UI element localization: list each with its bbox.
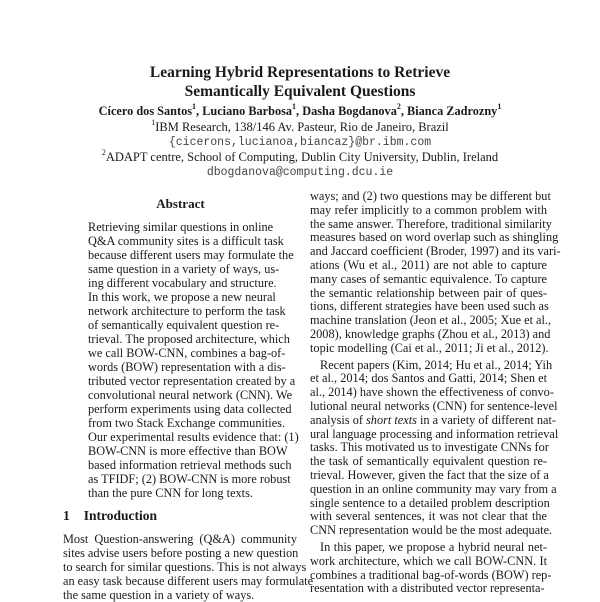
text-line: ing different vocabulary and structure. xyxy=(88,276,277,290)
text-line: tasks. This motivated us to investigate CNNs for xyxy=(310,440,549,455)
text-line: single sentence to a detailed problem description xyxy=(310,495,550,510)
text-line: Our experimental results evidence that: (1) xyxy=(88,430,299,444)
emphasis: short texts xyxy=(366,412,417,427)
text-line: the same answer. Therefore, traditional similarity xyxy=(310,216,552,231)
text-line: lutional neural networks (CNN) for sentence-level xyxy=(310,399,558,413)
text-line: of semantically equivalent question re- xyxy=(88,318,280,332)
text-line: the semantic relationship between pair of ques- xyxy=(310,285,547,300)
text-line: In this paper, we propose a hybrid neural net- xyxy=(320,540,547,554)
author-affiliation-mark: 1 xyxy=(292,102,297,111)
text-line: as TFIDF; (2) BOW-CNN is more robust xyxy=(88,472,291,486)
text-line: Most Question-answering (Q&A) community xyxy=(63,532,297,546)
text-line: analysis of short texts in a variety of different nat- xyxy=(310,412,557,427)
text-line: trieval. The proposed architecture, which xyxy=(88,332,290,346)
text-line: from two Stack Exchange communities. xyxy=(88,416,286,430)
affiliation-text: ADAPT centre, School of Computing, Dublin City University, Dublin, Ireland xyxy=(105,150,499,164)
paper-title-line-1: Learning Hybrid Representations to Retrieve xyxy=(149,64,451,81)
affiliation-mark: 1 xyxy=(151,118,156,127)
author-name: Dasha Bogdanova xyxy=(302,104,397,118)
text-line: with several sentences, it was not clear that the xyxy=(310,509,547,524)
author-name: Cícero dos Santos xyxy=(98,104,193,118)
text-line: many cases of semantic equivalence. To capture xyxy=(310,271,547,286)
author-affiliation-mark: 1 xyxy=(497,102,502,111)
text-line: we call BOW-CNN, combines a bag-of- xyxy=(88,346,286,360)
text-line: network architecture to perform the task xyxy=(88,304,286,318)
text-line: and Jaccard coefficient (Broder, 1997) and its vari- xyxy=(310,244,561,259)
author-name: Luciano Barbosa xyxy=(202,104,293,118)
text-line: because different users may formulate the xyxy=(88,248,294,262)
paper-title-line-2: Semantically Equivalent Questions xyxy=(184,83,416,100)
text-line: ations (Wu et al., 2011) are not able to capture xyxy=(310,258,547,272)
text-line: the task of semantically equivalent question re- xyxy=(310,454,547,469)
affiliation-mark: 2 xyxy=(101,148,106,157)
text-line: Recent papers (Kim, 2014; Hu et al., 2014; Yih xyxy=(320,357,553,372)
author-name: Bianca Zadrozny xyxy=(407,104,498,118)
text-line: ways; and (2) two questions may be different but xyxy=(310,189,551,203)
text-line: tions, different strategies have been used such as xyxy=(310,299,549,314)
text-line: combines a traditional bag-of-words (BOW) rep- xyxy=(310,567,552,582)
text-line: than the pure CNN for long texts. xyxy=(88,486,253,500)
text-line: In this work, we propose a new neural xyxy=(88,290,276,304)
affiliation-2 xyxy=(0,150,600,165)
text-line: machine translation (Jeon et al., 2005; Xue et al., xyxy=(310,313,552,328)
affiliation-text: IBM Research, 138/146 Av. Pasteur, Rio de Janeiro, Brazil xyxy=(155,120,449,134)
author-affiliation-mark: 1 xyxy=(192,102,197,111)
text-line: convolutional neural network (CNN). We xyxy=(88,388,293,402)
affiliation-1 xyxy=(0,120,600,135)
text-line: topic modelling (Cai et al., 2011; Ji et al., 2012). xyxy=(310,340,549,355)
text-line: to search for similar questions. This is not always xyxy=(63,559,307,574)
text-line: Q&A community sites is a difficult task xyxy=(88,234,284,248)
section-number: 1 xyxy=(63,508,70,523)
text-line: trieval. However, given the fact that the size of a xyxy=(310,468,549,482)
text-line: same question in a variety of ways, us- xyxy=(88,262,280,276)
section-title: Introduction xyxy=(83,508,158,523)
text-line: tributed vector representation created by a xyxy=(88,374,296,388)
affiliation-2-email: dbogdanova@computing.dcu.ie xyxy=(206,166,394,179)
text-line: perform experiments using data collected xyxy=(88,402,292,416)
text-line: Retrieving similar questions in online xyxy=(88,220,274,234)
introduction-heading xyxy=(63,508,157,524)
text-line: work architecture, which we call BOW-CNN. It xyxy=(310,553,547,568)
text-line: CNN representation would be the most adequate. xyxy=(310,523,553,538)
text-line: the same question in a variety of ways. xyxy=(63,587,255,602)
text-line: question in an online community may vary from a xyxy=(310,481,557,496)
affiliation-1-email: {cicerons,lucianoa,biancaz}@br.ibm.com xyxy=(168,136,432,149)
text-line: BOW-CNN is more effective than BOW xyxy=(88,444,288,458)
text-line: an easy task because different users may formulate xyxy=(63,573,314,588)
text-line: may refer implicitly to a common problem with xyxy=(310,202,547,217)
author-list: Cícero dos Santos$^1$, Luciano Barbosa$^1$, Dasha Bogdanova$^2$, Bianca Zadrozny$^1$ xyxy=(98,102,502,118)
text-line: measures based on word overlap such as shingling xyxy=(310,230,559,245)
text-line: et al., 2014; dos Santos and Gatti, 2014; Shen et xyxy=(310,371,547,386)
abstract-heading: Abstract xyxy=(156,196,205,211)
text-line: 2008), knowledge graphs (Zhou et al., 2013) and xyxy=(310,327,551,341)
text-line: sites advise users before posting a new question xyxy=(63,545,299,560)
text-line: words (BOW) representation with a dis- xyxy=(88,360,286,374)
author-affiliation-mark: 2 xyxy=(396,102,401,111)
text-line: ural language processing and information retrieval xyxy=(310,426,559,441)
text-line: al., 2014) have shown the effectiveness of convo- xyxy=(310,385,554,400)
text-line: resentation with a distributed vector representa- xyxy=(310,581,545,596)
text-line: based information retrieval methods such xyxy=(88,458,292,472)
